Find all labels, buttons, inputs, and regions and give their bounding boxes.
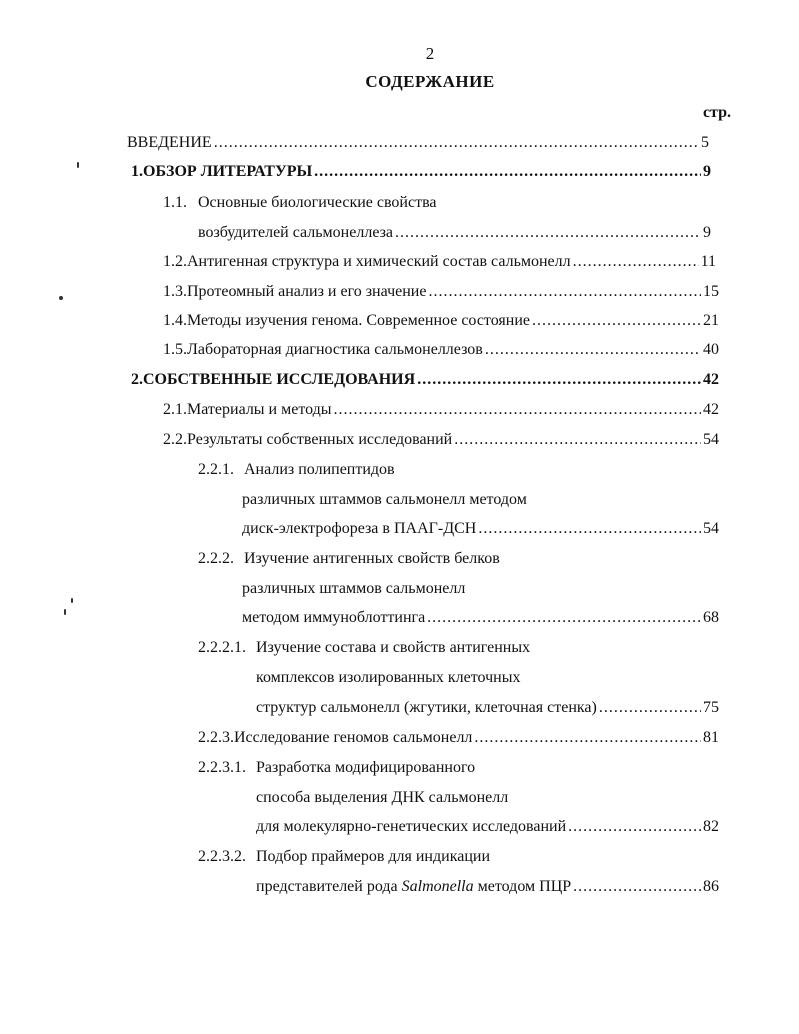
- toc-entry-2-2-1-line2: [242, 490, 527, 510]
- toc-entry-page: 68: [703, 609, 719, 626]
- toc-entry-number: 2.2.2.: [198, 550, 234, 567]
- toc-entry-chapter-2: [131, 370, 719, 390]
- toc-entry-number: 2.2.: [163, 431, 187, 448]
- toc-entry-text: Изучение антигенных свойств белков: [244, 550, 500, 567]
- toc-leader-dots: [214, 133, 699, 153]
- scan-speck: [59, 296, 63, 300]
- toc-entry-text-post: методом ПЦР: [477, 878, 572, 895]
- toc-leader-dots: [314, 162, 701, 182]
- toc-entry-text: различных штаммов сальмонелл методом: [242, 491, 527, 508]
- toc-leader-dots: [428, 282, 701, 302]
- toc-leader-dots: [568, 817, 701, 837]
- toc-entry-text: Основные биологические свойства: [198, 194, 437, 211]
- toc-entry-number: 1.3.: [163, 283, 187, 300]
- toc-entry-text: Анализ полипептидов: [244, 461, 395, 478]
- toc-entry-text: диск-электрофореза в ПААГ-ДСН: [242, 520, 477, 537]
- scan-speck: [77, 162, 79, 168]
- toc-entry-text: Результаты собственных исследований: [187, 431, 453, 448]
- toc-entry-text: [256, 877, 571, 897]
- toc-entry-text: Лабораторная диагностика сальмонеллезов: [187, 341, 483, 358]
- toc-entry-number: 2.1.: [163, 401, 187, 418]
- toc-entry-2-2-3-2-line2: [256, 877, 719, 897]
- toc-leader-dots: [573, 252, 699, 272]
- page-title: СОДЕРЖАНИЕ: [365, 72, 495, 91]
- toc-entry-text: структур сальмонелл (жгутики, клеточная стенка): [256, 699, 597, 716]
- toc-entry-text-italic: Salmonella: [401, 878, 474, 895]
- toc-entry-text: комплексов изолированных клеточных: [256, 669, 521, 686]
- toc-entry-1-5: [163, 340, 719, 360]
- toc-leader-dots: [485, 340, 701, 360]
- toc-entry-number: 2.: [131, 371, 143, 388]
- toc-entry-text: ВВЕДЕНИЕ: [127, 134, 212, 151]
- toc-entry-1-1-line2: [198, 223, 711, 243]
- toc-entry-chapter-1: [131, 162, 711, 182]
- toc-entry-page: 5: [701, 134, 709, 151]
- toc-entry-page: 54: [703, 431, 719, 448]
- toc-entry-1-4: [163, 311, 719, 331]
- toc-entry-2-2-2-line2: [242, 579, 465, 599]
- toc-leader-dots: [395, 223, 701, 243]
- toc-entry-number: 2.2.3.: [198, 729, 234, 746]
- toc-entry-text: СОБСТВЕННЫЕ ИССЛЕДОВАНИЯ: [143, 371, 416, 388]
- toc-entry-2-2-2-1-line3: [256, 698, 719, 718]
- toc-entry-text: способа выделения ДНК сальмонелл: [256, 789, 509, 806]
- toc-entry-text: Протеомный анализ и его значение: [187, 283, 427, 300]
- toc-entry-text: Изучение состава и свойств антигенных: [256, 639, 531, 656]
- toc-entry-text: Антигенная структура и химический состав сальмонелл: [187, 253, 571, 270]
- toc-entry-2-2-3: [198, 728, 719, 748]
- toc-entry-text-pre: представителей рода: [256, 878, 398, 895]
- toc-entry-text: различных штаммов сальмонелл: [242, 580, 466, 597]
- toc-entry-number: 2.2.1.: [198, 461, 234, 478]
- toc-leader-dots: [573, 877, 701, 897]
- toc-entry-text: возбудителей сальмонеллеза: [198, 224, 394, 241]
- toc-entry-number: 1.4.: [163, 312, 187, 329]
- toc-entry-text: Подбор праймеров для индикации: [256, 848, 491, 865]
- toc-entry-2-2-2-line1: [198, 549, 500, 569]
- toc-entry-number: 1.2.: [163, 253, 187, 270]
- toc-leader-dots: [478, 519, 701, 539]
- toc-leader-dots: [417, 370, 701, 390]
- toc-entry-number: 2.2.2.1.: [198, 639, 246, 656]
- page-column-label: стр.: [702, 104, 731, 121]
- toc-entry-2-2-3-2-line1: [198, 847, 490, 867]
- toc-entry-page: 81: [703, 729, 719, 746]
- toc-entry-page: 42: [703, 371, 719, 388]
- toc-leader-dots: [427, 608, 701, 628]
- toc-entry-2-2-2-line3: [242, 608, 719, 628]
- toc-entry-2-2-2-1-line2: [256, 668, 521, 688]
- toc-entry-text: Методы изучения генома. Современное состояние: [187, 312, 530, 329]
- toc-entry-number: 2.2.3.2.: [198, 848, 246, 865]
- toc-entry-intro: [127, 133, 709, 153]
- toc-leader-dots: [454, 430, 701, 450]
- toc-entry-page: 86: [703, 878, 719, 895]
- toc-entry-page: 75: [703, 699, 719, 716]
- toc-entry-2-2-3-1-line2: [256, 788, 508, 808]
- page-number: 2: [425, 44, 435, 63]
- toc-entry-text: Материалы и методы: [187, 401, 332, 418]
- toc-entry-2-2-1-line3: [242, 519, 719, 539]
- toc-entry-2-2: [163, 430, 719, 450]
- toc-entry-text: Разработка модифицированного: [256, 759, 476, 776]
- toc-entry-1-3: [163, 282, 719, 302]
- toc-entry-text: Исследование геномов сальмонелл: [234, 729, 473, 746]
- toc-entry-page: 42: [703, 401, 719, 418]
- toc-entry-number: 1.1.: [163, 194, 187, 211]
- toc-entry-number: 1.: [131, 163, 143, 180]
- toc-entry-number: 2.2.3.1.: [198, 759, 246, 776]
- toc-entry-2-2-3-1-line3: [256, 817, 719, 837]
- toc-entry-text: для молекулярно-генетических исследований: [256, 818, 567, 835]
- toc-leader-dots: [474, 728, 701, 748]
- toc-entry-page: 9: [703, 163, 711, 180]
- toc-entry-1-2: [163, 252, 716, 272]
- toc-entry-page: 54: [703, 520, 719, 537]
- toc-entry-page: 15: [703, 283, 719, 300]
- toc-entry-text: ОБЗОР ЛИТЕРАТУРЫ: [143, 163, 313, 180]
- toc-entry-2-2-3-1-line1: [198, 758, 475, 778]
- toc-leader-dots: [532, 311, 701, 331]
- scan-speck: [64, 609, 66, 615]
- toc-entry-2-2-2-1-line1: [198, 638, 530, 658]
- toc-entry-page: 11: [700, 253, 716, 270]
- toc-entry-2-2-1-line1: [198, 460, 395, 480]
- toc-entry-page: 82: [703, 818, 719, 835]
- toc-entry-page: 21: [703, 312, 719, 329]
- scan-speck: [71, 598, 73, 603]
- toc-entry-number: 1.5.: [163, 341, 187, 358]
- toc-entry-text: методом иммуноблоттинга: [242, 609, 426, 626]
- toc-entry-page: 40: [703, 341, 719, 358]
- toc-leader-dots: [599, 698, 701, 718]
- toc-entry-2-1: [163, 400, 719, 420]
- toc-leader-dots: [334, 400, 701, 420]
- toc-entry-1-1-line1: [163, 193, 437, 213]
- toc-entry-page: 9: [703, 224, 711, 241]
